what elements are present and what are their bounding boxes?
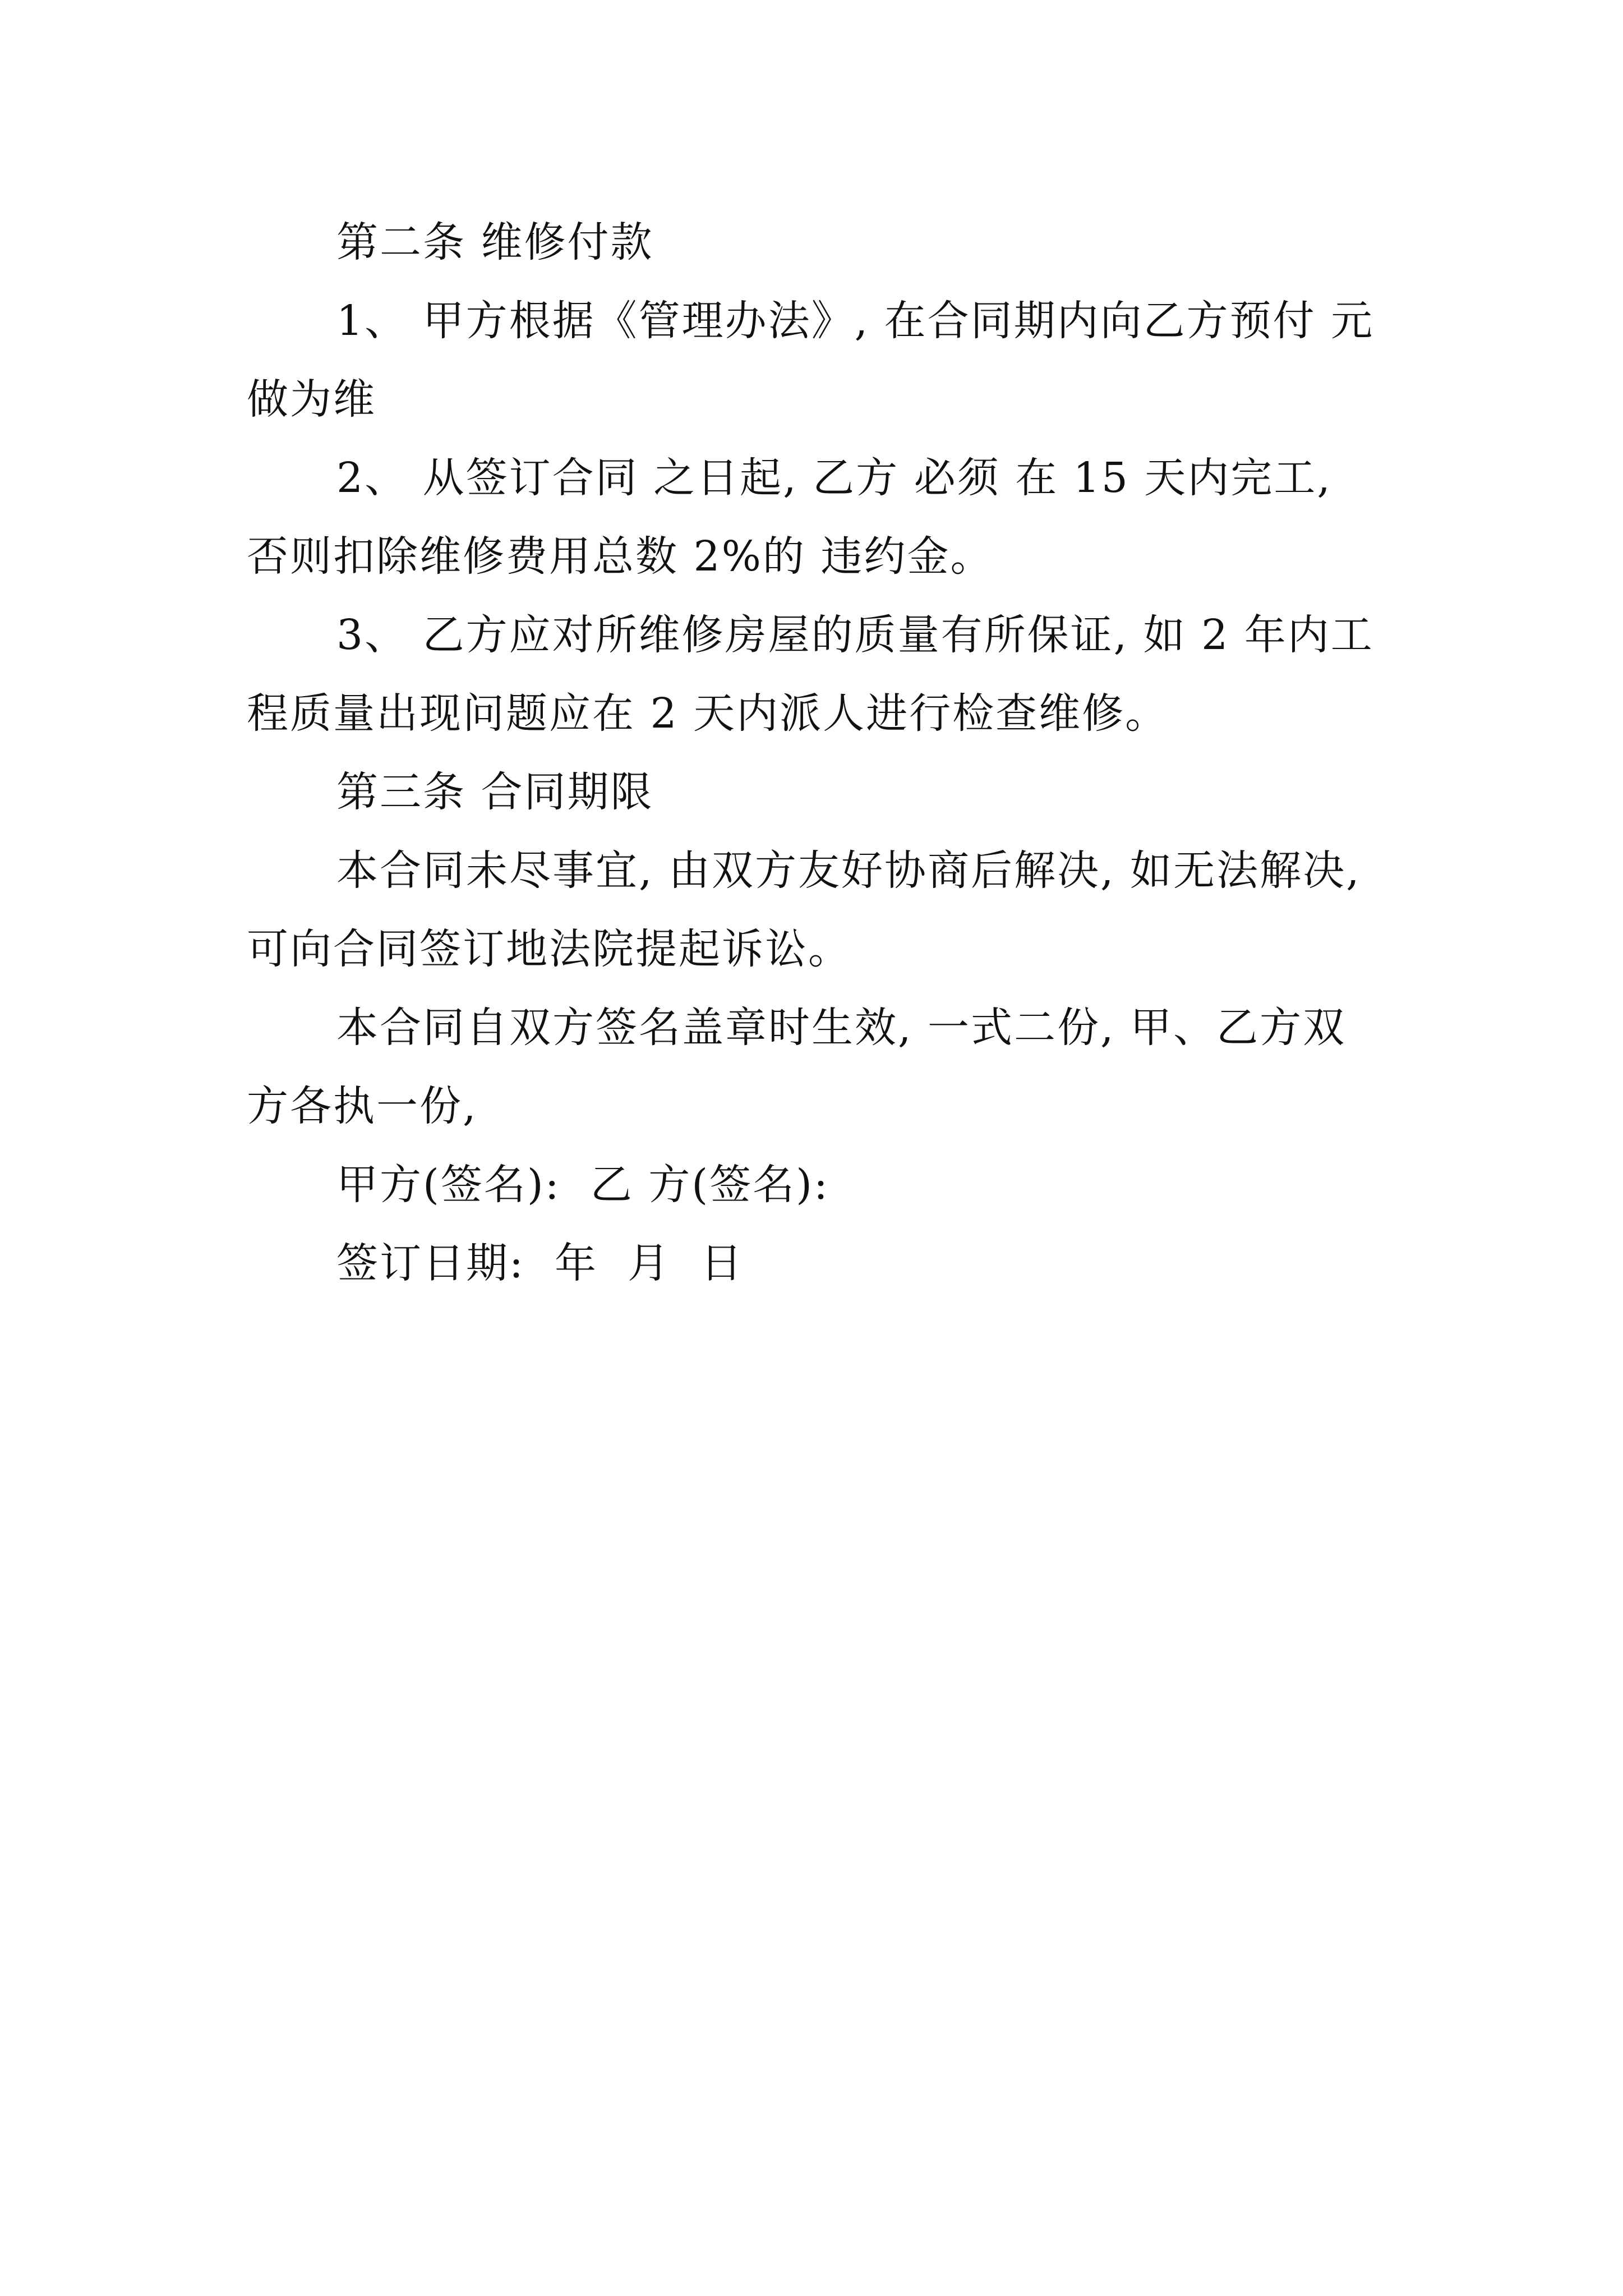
clause-1-line-2: 做为维 [247,375,376,424]
dispute-paragraph-line-2: 可向合同签订地法院提起诉讼。 [247,925,851,973]
effect-paragraph-line-2: 方各执一份, [247,1082,478,1130]
clause-1-line-1: 1、 甲方根据《管理办法》, 在合同期内向乙方预付 元 [336,297,1375,345]
clause-2-line-2: 否则扣除维修费用总数 2%的 违约金。 [247,532,994,581]
clause-3-line-1: 3、 乙方应对所维修房屋的质量有所保证, 如 2 年内工 [336,611,1374,659]
signing-date-line: 签订日期: 年 月 日 [336,1239,744,1287]
article-3-heading: 第三条 合同期限 [336,768,654,816]
clause-3-line-2: 程质量出现问题应在 2 天内派人进行检查维修。 [247,689,1169,738]
dispute-paragraph-line-1: 本合同未尽事宜, 由双方友好协商后解决, 如无法解决, [336,846,1361,895]
article-2-heading: 第二条 维修付款 [336,218,654,266]
effect-paragraph-line-1: 本合同自双方签名盖章时生效, 一式二份, 甲、乙方双 [336,1004,1347,1052]
clause-2-line-1: 2、 从签订合同 之日起, 乙方 必须 在 15 天内完工, [336,454,1332,502]
signature-line: 甲方(签名): 乙 方(签名): [336,1161,829,1209]
document-body [247,203,1408,1303]
